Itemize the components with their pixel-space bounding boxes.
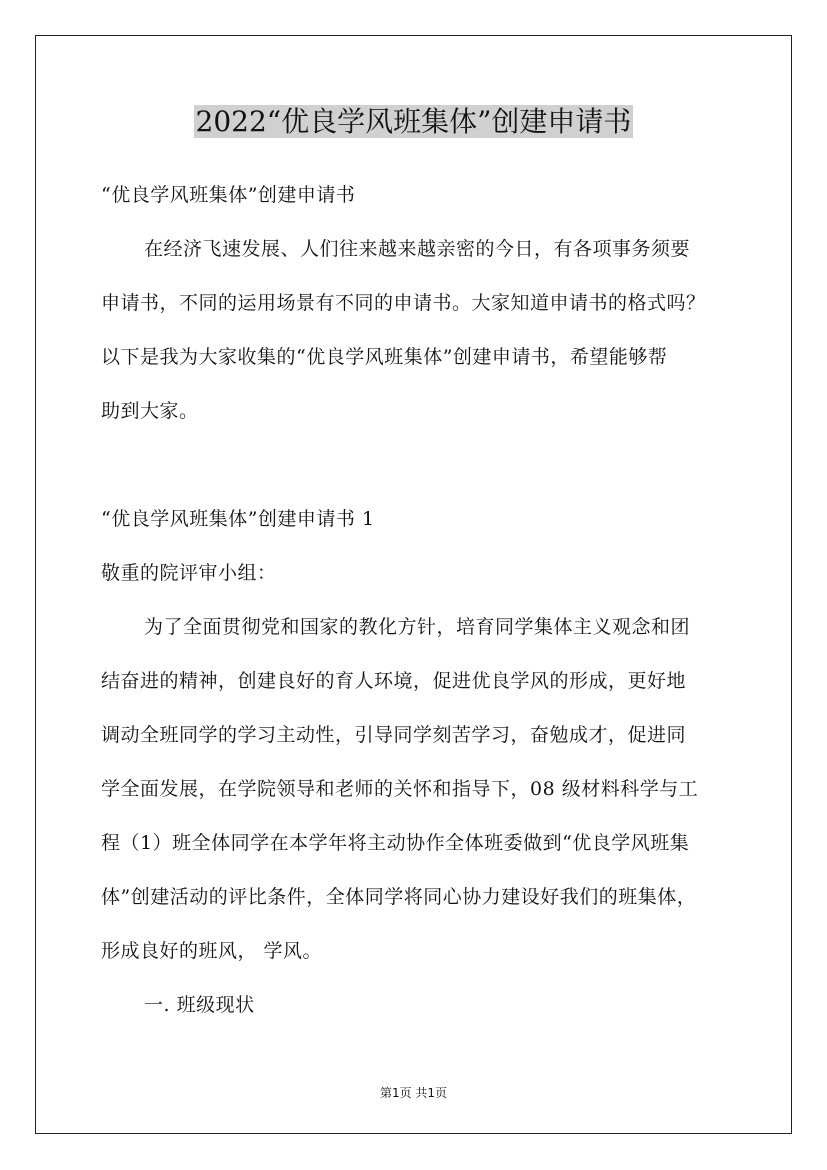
salutation: 敬重的院评审小组：: [101, 562, 277, 584]
intro-line: 助到大家。: [101, 400, 199, 422]
list-item: 一. 班级现状: [144, 994, 255, 1016]
body-line: 调动全班同学的学习主动性，引导同学刻苦学习，奋勉成才，促进同: [101, 724, 687, 746]
body-line: 为了全面贯彻党和国家的教化方针，培育同学集体主义观念和团: [144, 616, 691, 638]
document-title: 2022“优良学风班集体”创建申请书: [195, 105, 632, 138]
document-subtitle: “优良学风班集体”创建申请书: [101, 184, 356, 206]
page-footer: 第1页 共1页: [379, 1086, 448, 1100]
body-line: 程（1）班全体同学在本学年将主动协作全体班委做到“优良学风班集: [101, 832, 690, 854]
body-line: 结奋进的精神，创建良好的育人环境，促进优良学风的形成，更好地: [101, 670, 687, 692]
intro-line: 以下是我为大家收集的“优良学风班集体”创建申请书，希望能够帮: [101, 346, 668, 368]
intro-line: 在经济飞速发展、人们往来越来越亲密的今日，有各项事务须要: [144, 238, 691, 260]
body-line: 体”创建活动的评比条件，全体同学将同心协力建设好我们的班集体，: [101, 886, 697, 908]
section-heading: “优良学风班集体”创建申请书 1: [101, 508, 375, 530]
intro-line: 申请书，不同的运用场景有不同的申请书。大家知道申请书的格式吗？: [101, 292, 706, 314]
body-line: 学全面发展，在学院领导和老师的关怀和指导下，08 级材料科学与工: [101, 778, 699, 800]
body-line: 形成良好的班风， 学风。: [101, 940, 323, 962]
